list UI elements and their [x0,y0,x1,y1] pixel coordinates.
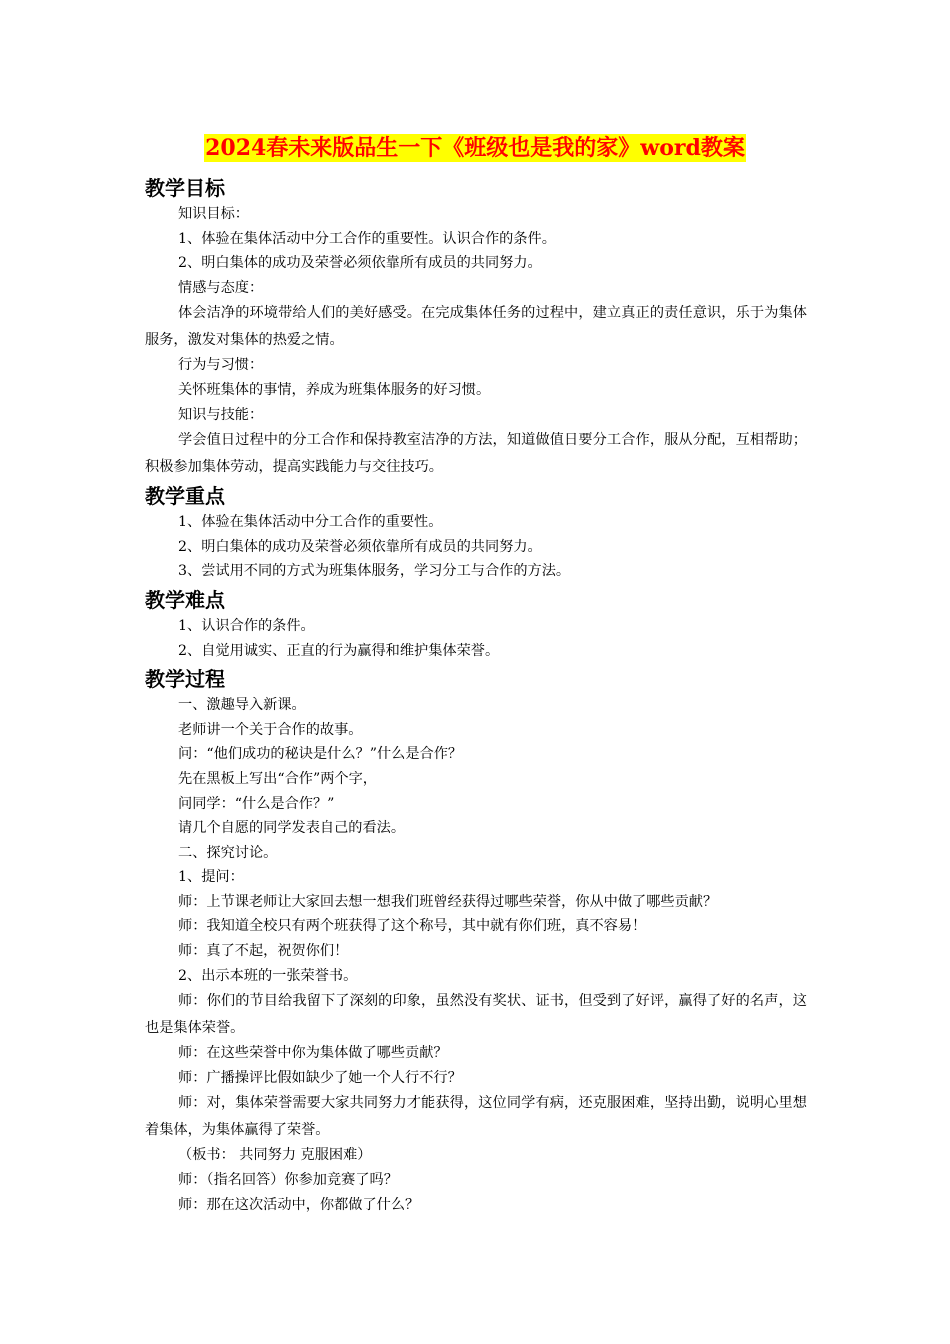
paragraph: 1、认识合作的条件。 [178,617,315,634]
paragraph: 行为与习惯： [178,357,264,374]
paragraph: 师：（指名回答）你参加竞赛了吗？ [178,1172,398,1189]
section-heading: 教学难点 [145,587,225,612]
paragraph: 师：你们的节目给我留下了深刻的印象，虽然没有奖状、证书，但受到了好评，赢得了好的名声，这也是集体荣誉。 [145,993,807,1036]
paragraph: 1、体验在集体活动中分工合作的重要性。 [178,514,443,531]
section-heading: 教学目标 [145,176,225,200]
section-difficult-points [145,586,807,663]
section-heading: 教学重点 [145,484,225,509]
section-heading: 教学过程 [145,667,225,692]
paragraph: 师：广播操评比假如缺少了她一个人行不行？ [178,1069,462,1086]
paragraph: 情感与态度： [178,279,264,296]
paragraph: 2、自觉用诚实、正直的行为赢得和维护集体荣誉。 [178,642,500,659]
paragraph: 2、明白集体的成功及荣誉必须依靠所有成员的共同努力。 [178,538,542,555]
paragraph: 2、明白集体的成功及荣誉必须依靠所有成员的共同努力。 [178,255,542,272]
paragraph: 2、出示本班的一张荣誉书。 [178,967,358,984]
section-teaching-goals [145,174,807,480]
section-key-points [145,482,807,584]
paragraph: 知识与技能： [178,406,264,423]
paragraph: 师：我知道全校只有两个班获得了这个称号，其中就有你们班，真不容易！ [178,918,647,935]
paragraph: 师：在这些荣誉中你为集体做了哪些贡献？ [178,1045,448,1062]
paragraph: 师：对，集体荣誉需要大家共同努力才能获得，这位同学有病，还克服困难，坚持出勤，说明心里想着集体，为集体赢得了荣誉。 [145,1095,807,1138]
paragraph: 学会值日过程中的分工合作和保持教室洁净的方法，知道做值日要分工合作，服从分配，互相帮助；积极参加集体劳动，提高实践能力与交往技巧。 [145,432,807,475]
paragraph: （板书： 共同努力 克服困难） [178,1147,372,1164]
paragraph: 一、激趣导入新课。 [178,697,306,714]
paragraph: 1、提问： [178,869,244,886]
paragraph: 知识目标： [178,206,249,222]
paragraph: 问：“他们成功的秘诀是什么？”什么是合作？ [178,746,463,763]
paragraph: 体会洁净的环境带给人们的美好感受。在完成集体任务的过程中，建立真正的责任意识，乐于为集体服务，激发对集体的热爱之情。 [145,305,807,348]
section-teaching-process [145,665,807,1217]
paragraph: 师：真了不起，祝贺你们！ [178,943,349,960]
document-title: 2024春未来版品生一下《班级也是我的家》word教案 [205,135,745,161]
paragraph: 请几个自愿的同学发表自己的看法。 [178,820,406,837]
paragraph: 问同学：“什么是合作？” [178,795,335,812]
document-body [145,172,807,1217]
paragraph: 3、尝试用不同的方式为班集体服务，学习分工与合作的方法。 [178,563,571,580]
paragraph: 老师讲一个关于合作的故事。 [178,721,363,738]
paragraph: 先在黑板上写出“合作”两个字， [178,770,377,787]
paragraph: 师：那在这次活动中，你都做了什么？ [178,1196,420,1213]
paragraph: 师：上节课老师让大家回去想一想我们班曾经获得过哪些荣誉，你从中做了哪些贡献？ [178,893,718,910]
paragraph: 二、探究讨论。 [178,844,278,861]
paragraph: 关怀班集体的事情，养成为班集体服务的好习惯。 [178,381,491,398]
paragraph: 1、体验在集体活动中分工合作的重要性。认识合作的条件。 [178,230,556,247]
